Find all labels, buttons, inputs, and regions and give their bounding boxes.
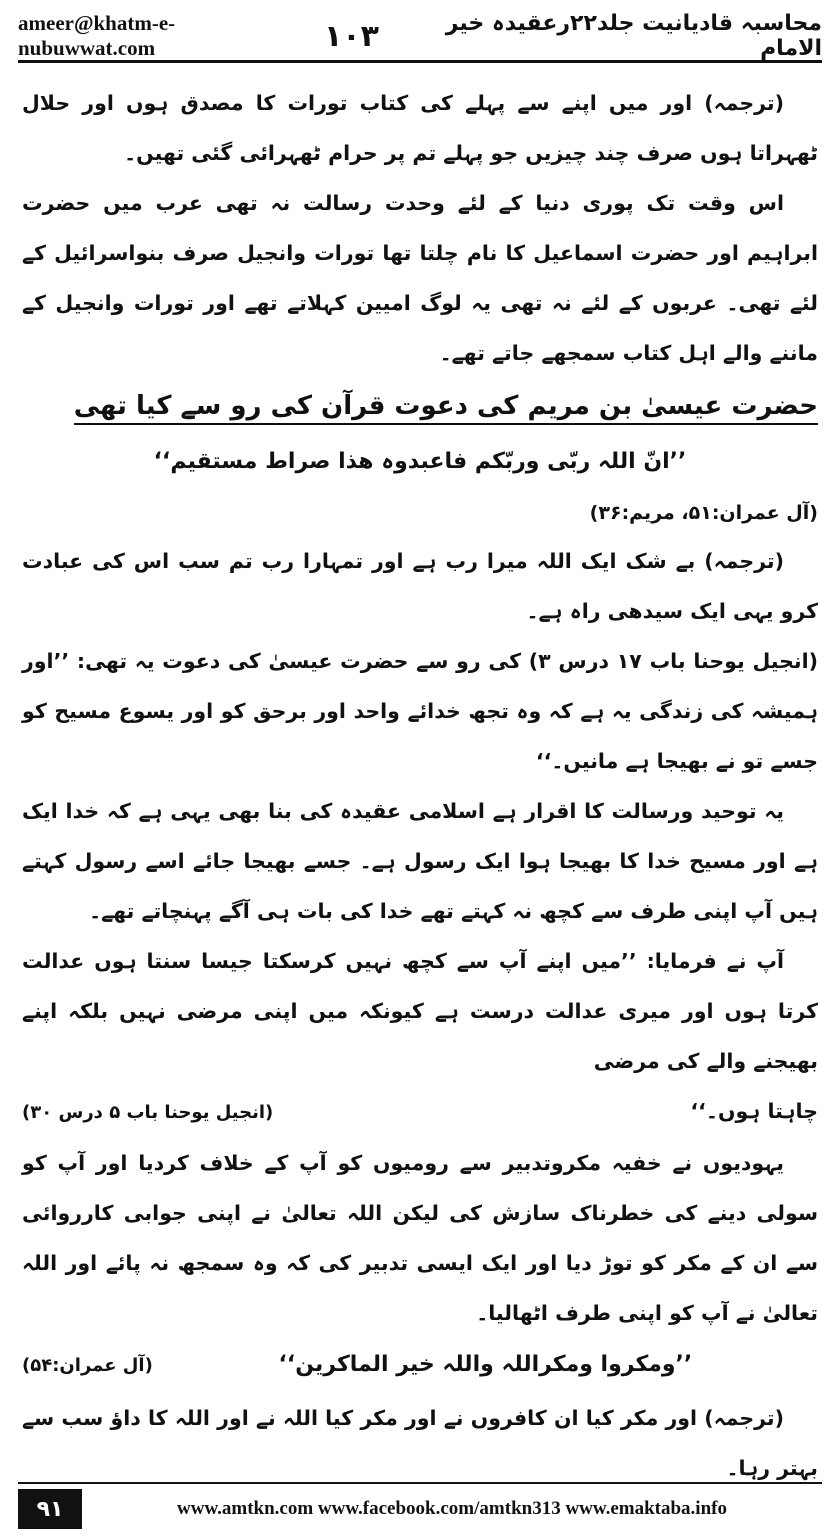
paragraph-6-end-text: چاہتا ہوں۔‘‘	[690, 1099, 818, 1123]
header-divider	[18, 60, 822, 63]
paragraph-translation-2: (ترجمہ) بے شک ایک اللہ میرا رب ہے اور تمہارا رب تم سب اس کی عبادت کرو یہی ایک سیدھی راہ ہے۔	[22, 549, 818, 623]
paragraph-2: اس وقت تک پوری دنیا کے لئے وحدت رسالت نہ تھی عرب میں حضرت ابراہیم اور حضرت اسماعیل کا نام چلتا تھا تورات وانجیل صرف بنواسرائیل کے لئے تھی۔ عربوں کے لئے نہ تھی یہ لوگ امیین کہلاتے تھے اور تورات وانجیل کے ماننے والے اہل کتاب سمجھے جاتے تھے۔	[22, 191, 818, 365]
page-body	[22, 78, 818, 1493]
quran-verse-1: ’’انّ اللہ ربّی وربّکم فاعبدوہ ھذا صراط مستقیم‘‘	[153, 449, 687, 474]
paragraph-6: آپ نے فرمایا: ’’میں اپنے آپ سے کچھ نہیں کرسکتا جیسا سنتا ہوں عدالت کرتا ہوں اور میری عدالت درست ہے کیونکہ میں اپنی مرضی نہیں بلکہ اپنے بھیجنے والے کی مرضی	[22, 949, 818, 1073]
verse-reference-3: (آل عمران:۵۴)	[22, 1355, 153, 1376]
paragraph-5: یہ توحید ورسالت کا اقرار ہے اسلامی عقیدہ کی بنا بھی یہی ہے کہ خدا ایک ہے اور مسیح خدا کا بھیجا ہوا ایک رسول ہے۔ جسے بھیجا جائے اسے رسول کہتے ہیں آپ اپنی طرف سے کچھ نہ کہتے تھے خدا کی بات ہی آگے پہنچاتے تھے۔	[22, 799, 818, 923]
paragraph-translation-1: (ترجمہ) اور میں اپنے سے پہلے کی کتاب تورات کا مصدق ہوں اور حلال ٹھہراتا ہوں صرف چند چیزیں جو پہلے تم پر حرام ٹھہرائی گئی تھیں۔	[22, 91, 818, 165]
paragraph-4: (انجیل یوحنا باب ۱۷ درس ۳) کی رو سے حضرت عیسیٰ کی دعوت یہ تھی: ’’اور ہمیشہ کی زندگی یہ ہے کہ وہ تجھ خدائے واحد اور برحق کو اور یسوع مسیح کو جسے تو نے بھیجا ہے مانیں۔‘‘	[22, 649, 818, 773]
verse-reference-1: (آل عمران:۵۱، مریم:۳۶)	[589, 502, 818, 524]
section-heading	[22, 378, 818, 434]
footer-website-links: www.amtkn.com www.facebook.com/amtkn313 www.emaktaba.info	[177, 1498, 727, 1519]
header-page-number: ١٠٣	[323, 18, 379, 54]
header-left	[18, 11, 379, 61]
quran-verse-2: ’’ومکروا ومکراللہ واللہ خیر الماکرین‘‘	[278, 1352, 693, 1377]
paragraph-7: یہودیوں نے خفیہ مکروتدبیر سے رومیوں کو آپ کے خلاف کردیا اور آپ کو سولی دینے کی خطرناک سازش کی لیکن اللہ تعالیٰ نے اپنی جوابی کارروائی سے ان کے مکر کو توڑ دیا اور ایک ایسی تدبیر کی کہ وہ سمجھ نہ پائے اور اللہ تعالیٰ نے آپ کو اپنی طرف اٹھالیا۔	[22, 1151, 818, 1325]
paragraph-translation-3: (ترجمہ) اور مکر کیا ان کافروں نے اور مکر کیا اللہ نے اور اللہ کا داؤ سب سے بہتر رہا۔	[22, 1406, 818, 1480]
quran-verse-2-line	[22, 1338, 818, 1393]
section-heading-text: حضرت عیسیٰ بن مریم کی دعوت قرآن کی رو سے کیا تھی	[74, 391, 818, 425]
page-header	[18, 11, 822, 61]
verse-reference-2: (انجیل یوحنا باب ۵ درس ۳۰)	[22, 1102, 274, 1123]
footer-page-number: ٩١	[18, 1489, 82, 1529]
paragraph-6-ending	[22, 1086, 818, 1138]
page-footer	[18, 1486, 822, 1532]
footer-divider	[18, 1482, 822, 1484]
header-book-title: محاسبہ قادیانیت جلد۲۲رعقیدہ خیر الامام	[445, 11, 822, 61]
header-email: ameer@khatm-e-nubuwwat.com	[18, 11, 176, 60]
